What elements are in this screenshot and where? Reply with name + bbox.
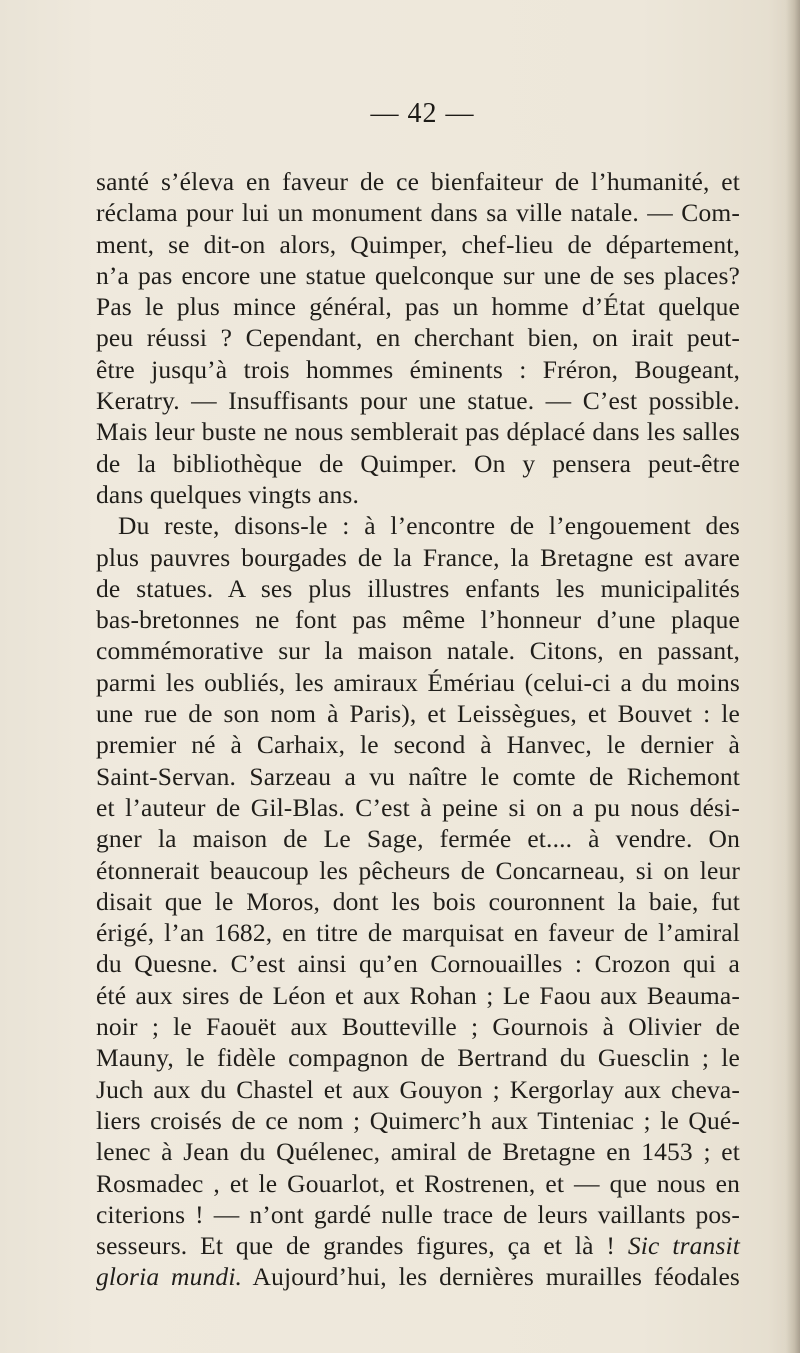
text-line: érigé, l’an 1682, en titre de marquisat en faveur de l’amiral <box>96 918 740 948</box>
text-line: de la bibliothèque de Quimper. On y pensera peut-être <box>96 448 740 478</box>
text-line: Rosmadec , et le Gouarlot, et Rostrenen, et — que nous en <box>96 1168 740 1198</box>
text-line-with-italic <box>96 1261 740 1292</box>
text-line: n’a pas encore une statue quelconque sur une de ses places? <box>96 260 740 290</box>
text-line: gner la maison de Le Sage, fermée et.... à vendre. On <box>96 824 740 854</box>
italic-fragment: gloria mundi. <box>96 1262 243 1292</box>
text-fragment: Aujourd’hui, les dernières murailles féodales <box>242 1262 740 1292</box>
text-line: plus pauvres bourgades de la France, la Bretagne est avare <box>96 542 740 572</box>
text-line: lenec à Jean du Quélenec, amiral de Bretagne en 1453 ; et <box>96 1137 740 1167</box>
text-line: premier né à Carhaix, le second à Hanvec, le dernier à <box>96 730 740 760</box>
italic-fragment: Sic transit <box>627 1231 740 1261</box>
text-line: Pas le plus mince général, pas un homme d’État quelque <box>96 292 740 322</box>
text-fragment: sesseurs. Et que de grandes figures, ça et là ! <box>96 1231 628 1261</box>
text-line: noir ; le Faouët aux Boutteville ; Gournois à Olivier de <box>96 1012 740 1042</box>
text-line: réclama pour lui un monument dans sa ville natale. — Com- <box>96 198 740 228</box>
text-line: parmi les oubliés, les amiraux Émériau (celui-ci a du moins <box>96 667 740 697</box>
text-line: Mauny, le fidèle compagnon de Bertrand du Guesclin ; le <box>96 1043 740 1073</box>
text-line: être jusqu’à trois hommes éminents : Fréron, Bougeant, <box>96 354 740 384</box>
text-line: dans quelques vingts ans. <box>96 479 359 509</box>
text-line: de statues. A ses plus illustres enfants les municipalités <box>96 573 740 603</box>
text-line: été aux sires de Léon et aux Rohan ; Le Faou aux Beauma- <box>96 980 740 1010</box>
text-line: Keratry. — Insuffisants pour une statue. — C’est possible. <box>96 386 740 416</box>
text-line: ment, se dit-on alors, Quimper, chef-lieu de département, <box>96 229 740 259</box>
text-line: Du reste, disons-le : à l’encontre de l’engouement des <box>118 511 740 541</box>
page-edge-shadow <box>786 0 800 1353</box>
text-line: bas-bretonnes ne font pas même l’honneur d’une plaque <box>96 605 740 635</box>
text-line-with-italic <box>96 1230 740 1261</box>
page-number: — 42 — <box>370 98 475 129</box>
body-text <box>96 166 740 1293</box>
text-line: liers croisés de ce nom ; Quimerc’h aux Tinteniac ; le Qué- <box>96 1105 740 1135</box>
text-line: Juch aux du Chastel et aux Gouyon ; Kergorlay aux cheva- <box>96 1074 740 1104</box>
text-line: commémorative sur la maison natale. Citons, en passant, <box>96 636 740 666</box>
text-line: et l’auteur de Gil-Blas. C’est à peine si on a pu nous dési- <box>96 792 740 822</box>
text-line: disait que le Moros, dont les bois couronnent la baie, fut <box>96 886 740 916</box>
text-line: du Quesne. C’est ainsi qu’en Cornouailles : Crozon qui a <box>96 949 740 979</box>
text-line: santé s’éleva en faveur de ce bienfaiteur de l’humanité, et <box>96 167 740 196</box>
text-line: citerions ! — n’ont gardé nulle trace de leurs vaillants pos- <box>96 1199 740 1229</box>
text-line: une rue de son nom à Paris), et Leissègues, et Bouvet : le <box>96 699 740 729</box>
text-line: Saint-Servan. Sarzeau a vu naître le comte de Richemont <box>96 761 740 791</box>
text-line: peu réussi ? Cependant, en cherchant bien, on irait peut- <box>96 323 740 353</box>
text-line: Mais leur buste ne nous semblerait pas déplacé dans les salles <box>96 417 740 447</box>
text-line: étonnerait beaucoup les pêcheurs de Concarneau, si on leur <box>96 855 740 885</box>
